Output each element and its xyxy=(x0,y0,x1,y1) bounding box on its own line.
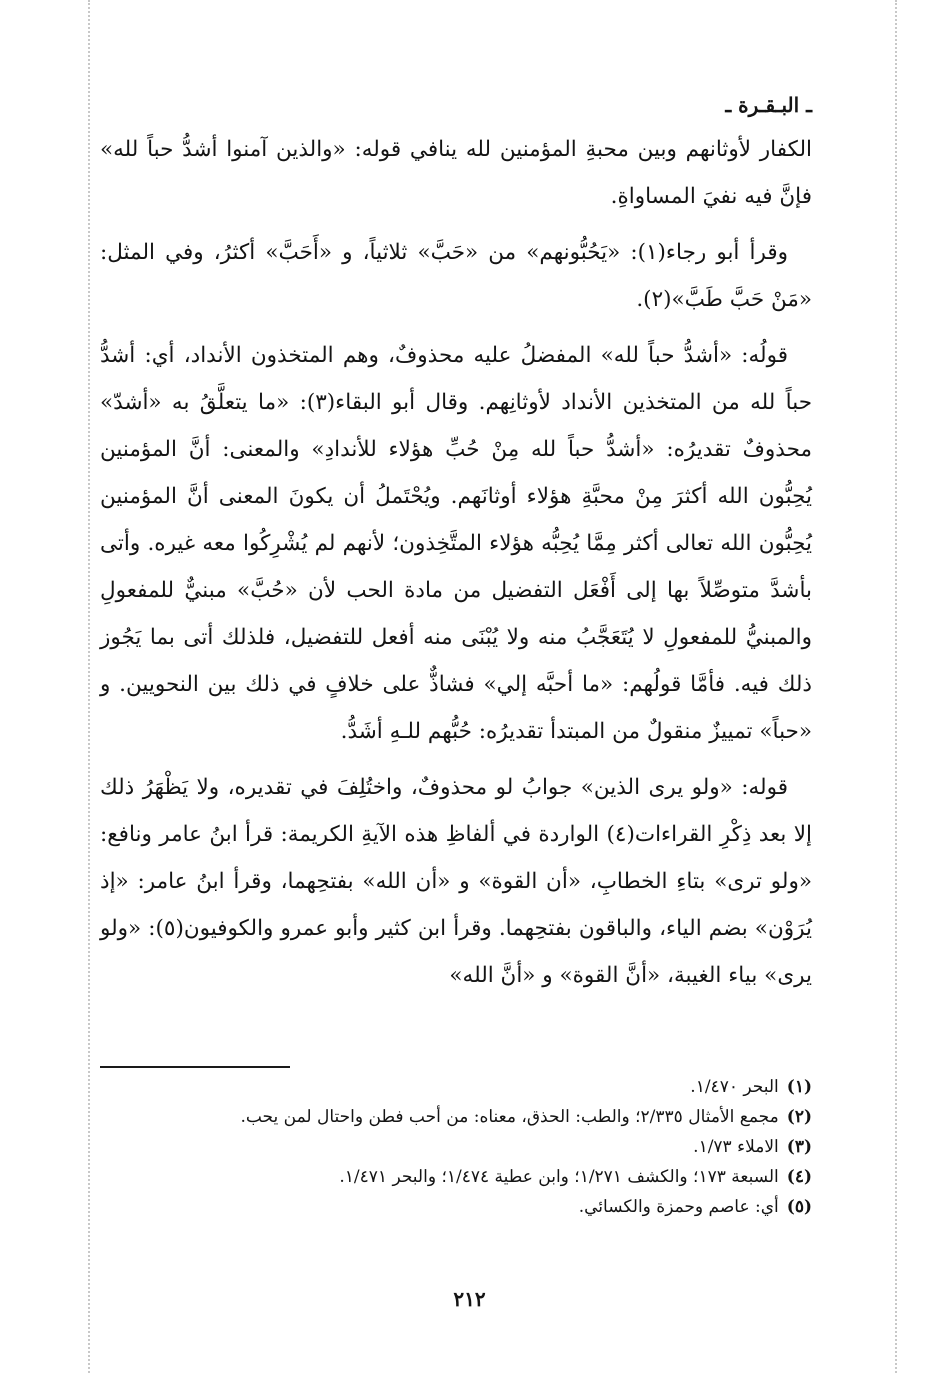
body-text xyxy=(100,126,812,999)
footnote xyxy=(100,1132,812,1162)
page-content xyxy=(100,88,812,1008)
footnotes xyxy=(100,1072,812,1222)
footnote xyxy=(100,1102,812,1132)
footnote-text: مجمع الأمثال ٢/٣٣٥؛ والطب: الحذق، معناه: من أحب فطن واحتال لمن يحب. xyxy=(240,1107,779,1127)
paragraph: قولُه: «أشدُّ حباً لله» المفضلُ عليه محذوفٌ، وهم المتخذون الأنداد، أي: أشدُّ حباً لله من المتخذين الأنداد لأوثانِهم. وقال أبو البقاء(٣): «ما يتعلَّقُ به «أشدّ» محذوفٌ تقديرُه: «أشدُّ حباً لله مِنْ حُبِّ هؤلاء للأندادِ» والمعنى: أنَّ المؤمنين يُحِبُّون الله أكثرَ مِنْ محبَّةِ هؤلاء أوثانَهم. ويُحْتَملُ أن يكونَ المعنى أنَّ المؤمنين يُحِبُّون الله تعالى أكثر مِمَّا يُحِبُّه هؤلاء المتَّخِذون؛ لأنهم لم يُشْرِكُوا معه غيره. وأتى بأشدَّ متوصِّلاً بها إلى أَفْعَل التفضيل من مادة الحب لأن «حُبَّ» مبنيٌّ للمفعولِ والمبنيُّ للمفعولِ لا يُتَعَجَّبُ منه ولا يُبْنَى منه أفعل للتفضيل، فلذلك أتى بما يَجُوز ذلك فيه. فأمَّا قولُهم: «ما أحبَّه إلي» فشاذٌّ على خلافٍ في ذلك بين النحويين. و «حباً» تمييزٌ منقولٌ من المبتدأ تقديرُه: حُبُّهم للـهِ أشَدُّ. xyxy=(100,343,812,744)
footnote-number: (٥) xyxy=(786,1197,812,1217)
left-margin-dots xyxy=(88,0,90,1373)
running-header: ـ البـقـرة ـ xyxy=(725,93,812,117)
page-number: ٢١٢ xyxy=(453,1287,486,1311)
footnote-number: (١) xyxy=(786,1077,812,1097)
paragraph: وقرأ أبو رجاء(١): «يَحُبُّونهم» من «حَبَّ» ثلاثياً، و «أَحَبَّ» أكثرُ، وفي المثل: «مَنْ حَبَّ طَبَّ»(٢). xyxy=(100,240,812,312)
footnote-number: (٢) xyxy=(786,1107,812,1127)
footnote xyxy=(100,1072,812,1102)
right-margin-dots xyxy=(895,0,897,1373)
paragraph: قوله: «ولو يرى الذين» جوابُ لو محذوفٌ، واختُلِفَ في تقديره، ولا يَظْهَرُ ذلك إلا بعد ذِكْرِ القراءات(٤) الواردة في ألفاظِ هذه الآيةِ الكريمة: قرأ ابنُ عامر ونافع: «ولو ترى» بتاءِ الخطابِ، «أن القوة» و «أن الله» بفتحِهما، وقرأ ابنُ عامر: «إذ يُرَوْن» بضم الياء، والباقون بفتحِهما. وقرأ ابن كثير وأبو عمرو والكوفيون(٥): «ولو يرى» بياء الغيبة، «أنَّ القوة» و «أنَّ الله» xyxy=(100,775,812,988)
paragraph: الكفار لأوثانهم وبين محبةِ المؤمنين لله ينافي قوله: «والذين آمنوا أشدُّ حباً لله» فإنَّ فيه نفيَ المساواةِ. xyxy=(100,137,812,209)
footnote xyxy=(100,1192,812,1222)
footnote-text: السبعة ١٧٣؛ والكشف ١/٢٧١؛ وابن عطية ١/٤٧٤؛ والبحر ١/٤٧١. xyxy=(339,1167,779,1187)
footnote-separator xyxy=(100,1066,290,1068)
footnote xyxy=(100,1162,812,1192)
footnote-number: (٤) xyxy=(786,1167,812,1187)
footnote-text: أي: عاصم وحمزة والكسائي. xyxy=(578,1197,779,1217)
footnote-number: (٣) xyxy=(786,1137,812,1157)
footnote-text: الاملاء ١/٧٣. xyxy=(693,1137,779,1157)
footnote-text: البحر ١/٤٧٠. xyxy=(690,1077,779,1097)
